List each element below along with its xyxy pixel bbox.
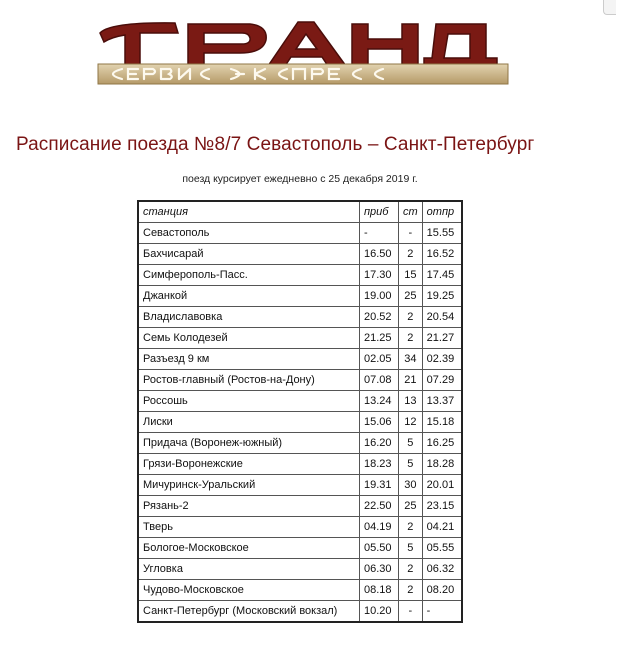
cell-stop: 15 <box>399 265 423 286</box>
schedule-body <box>138 223 462 623</box>
cell-station: Тверь <box>138 517 360 538</box>
cell-stop: 5 <box>399 538 423 559</box>
cell-departure: 06.32 <box>422 559 462 580</box>
cell-arrival: 19.31 <box>360 475 399 496</box>
cell-stop: 2 <box>399 517 423 538</box>
table-header-row <box>138 201 462 223</box>
cell-arrival: - <box>360 223 399 244</box>
cell-arrival: 06.30 <box>360 559 399 580</box>
cell-arrival: 04.19 <box>360 517 399 538</box>
cell-station: Владиславовка <box>138 307 360 328</box>
cell-stop: - <box>399 601 423 623</box>
header-station: станция <box>138 201 360 223</box>
cell-stop: 34 <box>399 349 423 370</box>
cell-arrival: 19.00 <box>360 286 399 307</box>
cell-stop: 5 <box>399 433 423 454</box>
cell-arrival: 07.08 <box>360 370 399 391</box>
cell-arrival: 02.05 <box>360 349 399 370</box>
cell-arrival: 16.20 <box>360 433 399 454</box>
table-row <box>138 244 462 265</box>
cell-departure: 08.20 <box>422 580 462 601</box>
cell-stop: 25 <box>399 496 423 517</box>
cell-departure: 15.55 <box>422 223 462 244</box>
cell-station: Джанкой <box>138 286 360 307</box>
cell-station: Россошь <box>138 391 360 412</box>
table-row <box>138 286 462 307</box>
cell-arrival: 16.50 <box>360 244 399 265</box>
table-row <box>138 538 462 559</box>
cell-stop: 2 <box>399 244 423 265</box>
cell-arrival: 21.25 <box>360 328 399 349</box>
cell-station: Лиски <box>138 412 360 433</box>
table-row <box>138 265 462 286</box>
cell-departure: 18.28 <box>422 454 462 475</box>
cell-departure: 20.01 <box>422 475 462 496</box>
cell-departure: 17.45 <box>422 265 462 286</box>
table-row <box>138 496 462 517</box>
cell-departure: 16.52 <box>422 244 462 265</box>
table-row <box>138 349 462 370</box>
header-stop: ст <box>399 201 423 223</box>
cell-stop: 2 <box>399 307 423 328</box>
table-row <box>138 580 462 601</box>
cell-station: Разъезд 9 км <box>138 349 360 370</box>
cell-departure: 05.55 <box>422 538 462 559</box>
cell-station: Семь Колодезей <box>138 328 360 349</box>
cell-station: Симферополь-Пасс. <box>138 265 360 286</box>
cell-station: Бологое-Московское <box>138 538 360 559</box>
cell-stop: 12 <box>399 412 423 433</box>
cell-arrival: 22.50 <box>360 496 399 517</box>
page-title: Расписание поезда №8/7 Севастополь – Санкт-Петербург <box>16 134 535 155</box>
table-row <box>138 391 462 412</box>
cell-station: Ростов-главный (Ростов-на-Дону) <box>138 370 360 391</box>
cell-departure: 20.54 <box>422 307 462 328</box>
schedule-table <box>137 200 463 623</box>
cell-stop: 25 <box>399 286 423 307</box>
cell-stop: 5 <box>399 454 423 475</box>
schedule-subtitle: поезд курсирует ежедневно с 25 декабря 2019 г. <box>182 173 418 185</box>
cell-station: Чудово-Московское <box>138 580 360 601</box>
cell-stop: 21 <box>399 370 423 391</box>
cell-station: Бахчисарай <box>138 244 360 265</box>
cell-departure: 07.29 <box>422 370 462 391</box>
cell-arrival: 15.06 <box>360 412 399 433</box>
cell-departure: 04.21 <box>422 517 462 538</box>
cell-station: Грязи-Воронежские <box>138 454 360 475</box>
cell-arrival: 20.52 <box>360 307 399 328</box>
table-row <box>138 433 462 454</box>
table-row <box>138 223 462 244</box>
cell-station: Мичуринск-Уральский <box>138 475 360 496</box>
header-departure: отпр <box>422 201 462 223</box>
cell-departure: 02.39 <box>422 349 462 370</box>
table-row <box>138 454 462 475</box>
cell-departure: 19.25 <box>422 286 462 307</box>
cell-stop: - <box>399 223 423 244</box>
grand-service-express-logo <box>0 0 620 100</box>
table-row <box>138 307 462 328</box>
cell-stop: 30 <box>399 475 423 496</box>
cell-station: Угловка <box>138 559 360 580</box>
table-row <box>138 370 462 391</box>
cell-arrival: 18.23 <box>360 454 399 475</box>
cell-departure: - <box>422 601 462 623</box>
cell-departure: 13.37 <box>422 391 462 412</box>
cell-departure: 23.15 <box>422 496 462 517</box>
cell-station: Рязань-2 <box>138 496 360 517</box>
cell-departure: 15.18 <box>422 412 462 433</box>
cell-arrival: 13.24 <box>360 391 399 412</box>
cell-station: Санкт-Петербург (Московский вокзал) <box>138 601 360 623</box>
table-row <box>138 517 462 538</box>
cell-stop: 2 <box>399 559 423 580</box>
cell-arrival: 10.20 <box>360 601 399 623</box>
cell-arrival: 08.18 <box>360 580 399 601</box>
cell-departure: 21.27 <box>422 328 462 349</box>
header-arrival: приб <box>360 201 399 223</box>
table-row <box>138 412 462 433</box>
logo <box>0 0 620 100</box>
table-row <box>138 559 462 580</box>
cell-arrival: 05.50 <box>360 538 399 559</box>
cell-station: Севастополь <box>138 223 360 244</box>
table-row <box>138 601 462 623</box>
cell-stop: 2 <box>399 580 423 601</box>
cell-departure: 16.25 <box>422 433 462 454</box>
table-row <box>138 475 462 496</box>
cell-stop: 2 <box>399 328 423 349</box>
cell-station: Придача (Воронеж-южный) <box>138 433 360 454</box>
table-row <box>138 328 462 349</box>
cell-arrival: 17.30 <box>360 265 399 286</box>
cell-stop: 13 <box>399 391 423 412</box>
